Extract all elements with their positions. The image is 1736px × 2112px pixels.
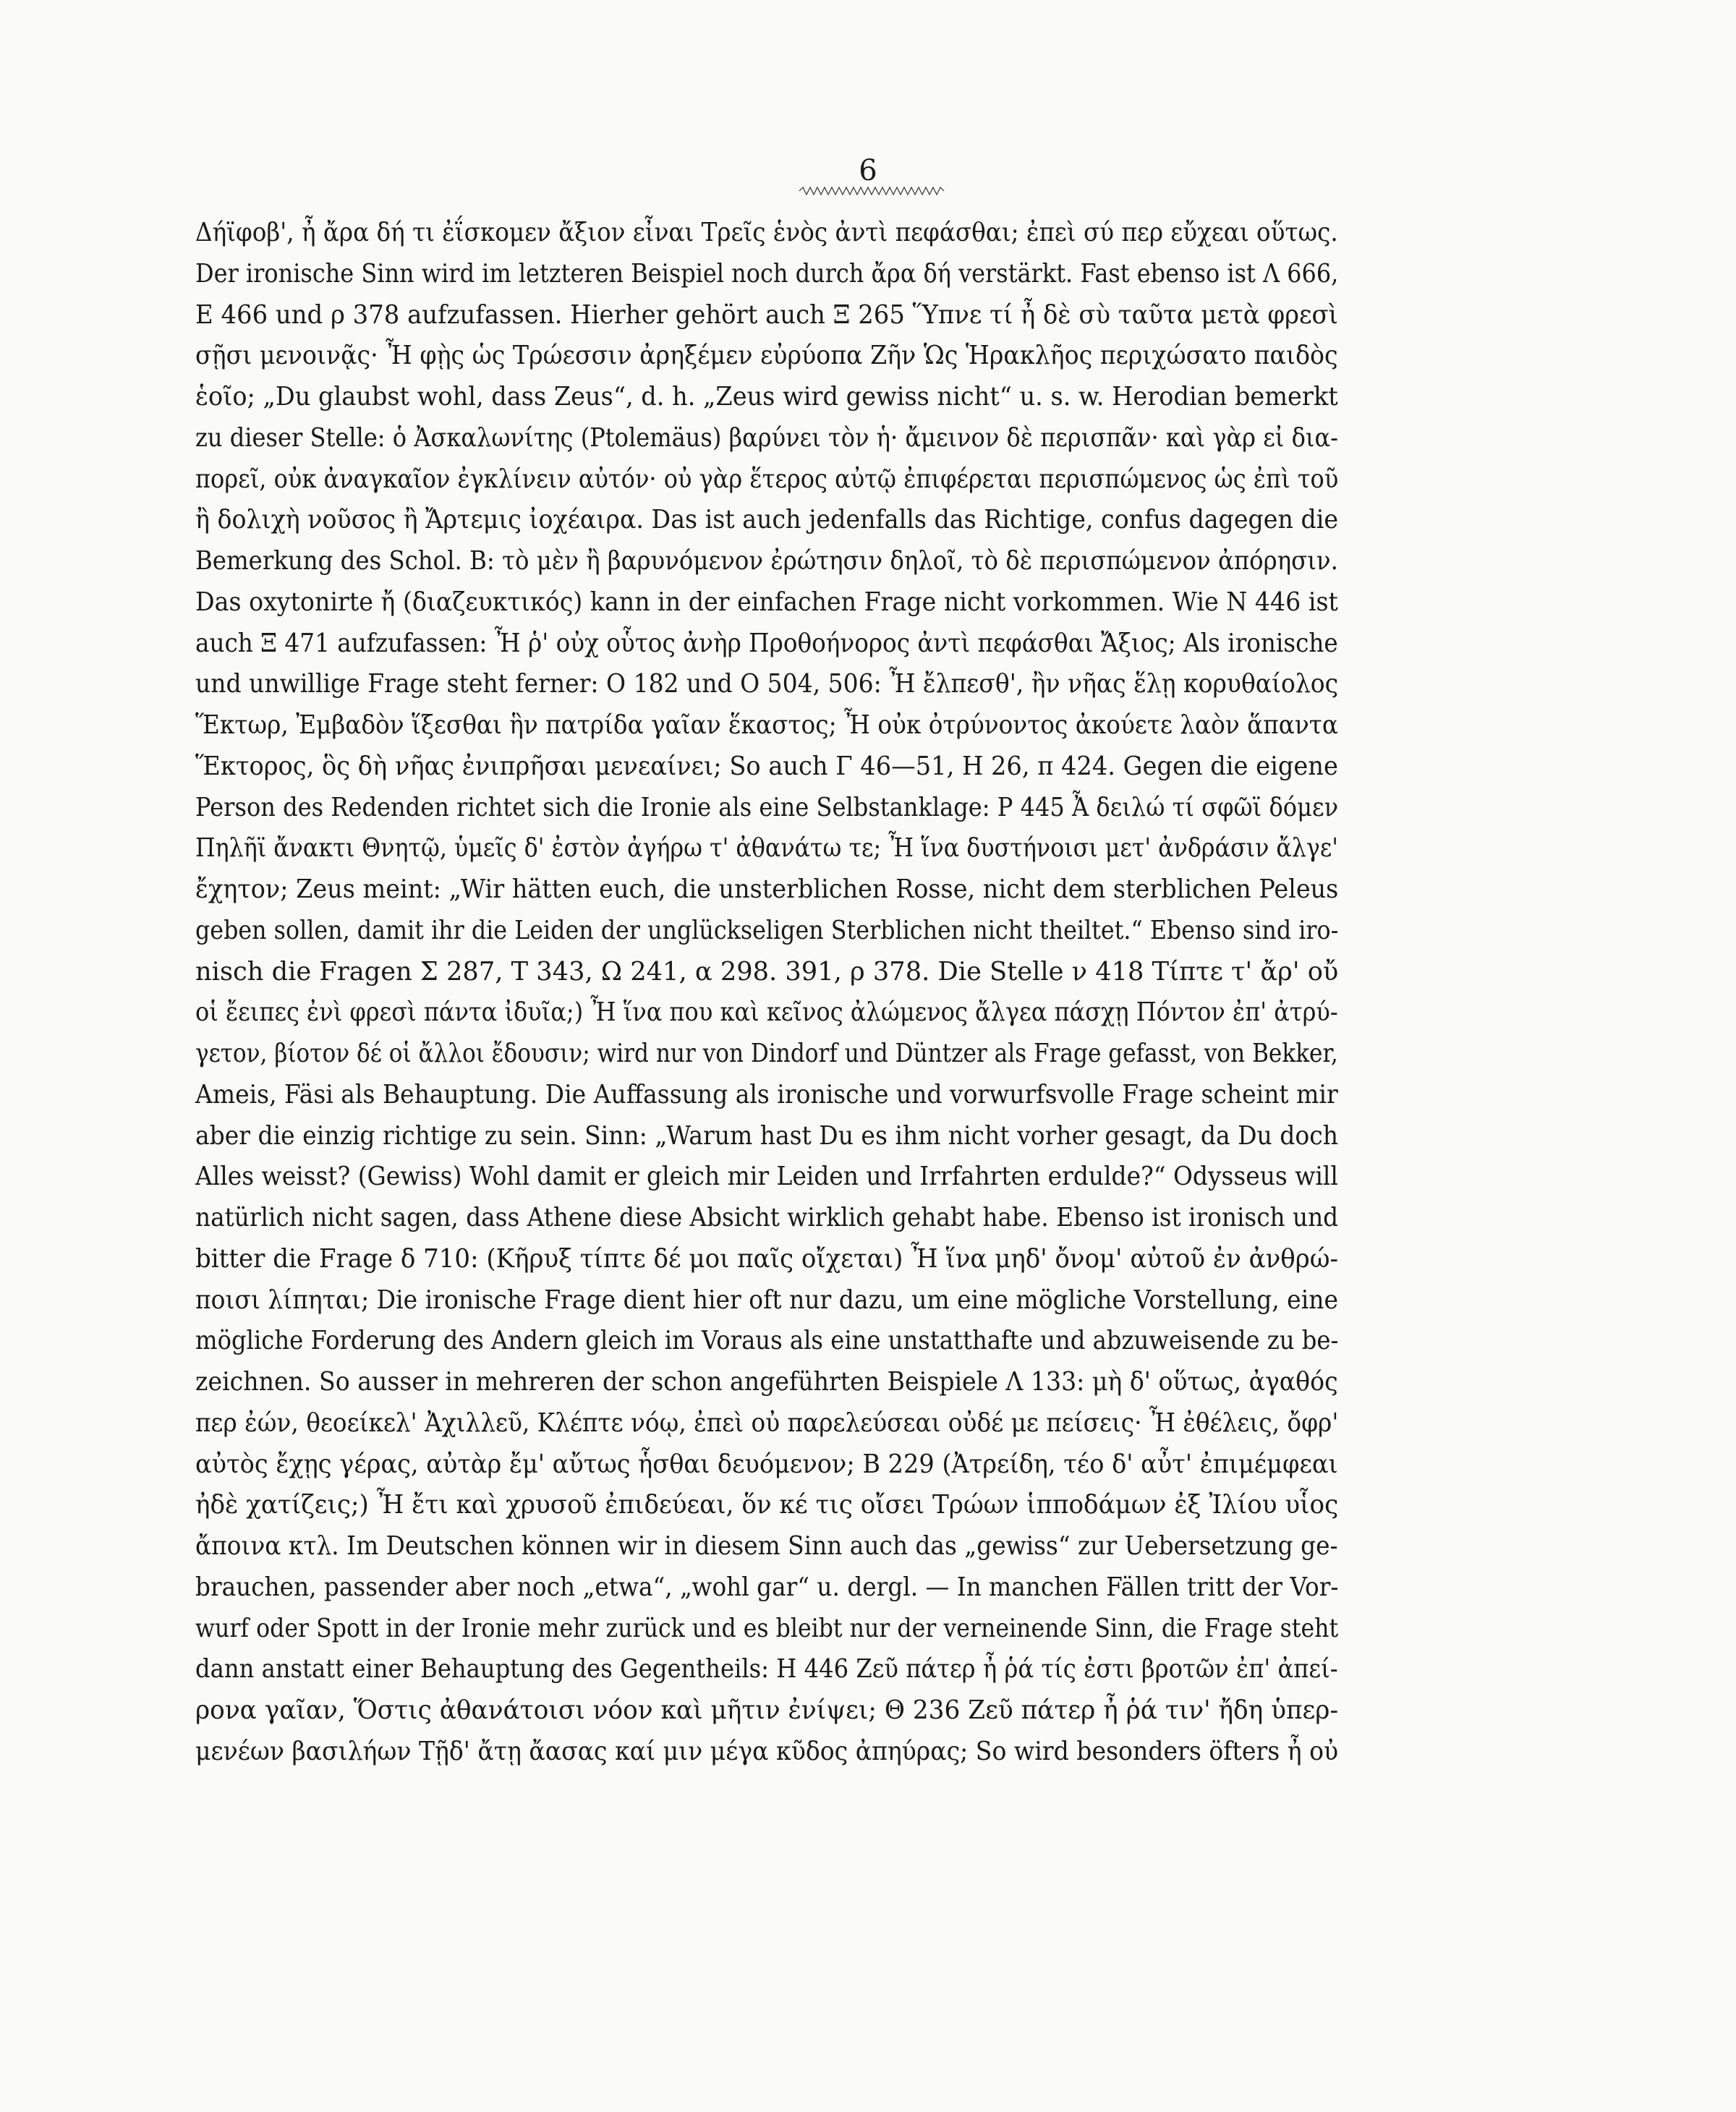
text-line: auch Ξ 471 aufzufassen: Ἦ ῥ' οὐχ οὗτος ἀνὴρ Προθοήνορος ἀντὶ πεφάσθαι Ἄξιος; Als ironische — [195, 628, 1338, 658]
text-line: geben sollen, damit ihr die Leiden der unglückseligen Sterblichen nicht theiltet.“ Ebenso sind iro- — [195, 915, 1339, 945]
text-line: natürlich nicht sagen, dass Athene diese Absicht wirklich gehabt habe. Ebenso ist ironisch und — [195, 1203, 1339, 1232]
text-line: Ἕκτωρ, Ἐμβαδὸν ἵξεσθαι ἣν πατρίδα γαῖαν ἕκαστος; Ἦ οὐκ ὀτρύνοντος ἀκούετε λαὸν ἅπαντα — [195, 710, 1338, 740]
text-line: zeichnen. So ausser in mehreren der schon angeführten Beispiele Λ 133: μὴ δ' οὕτως, ἀγαθός — [195, 1367, 1338, 1397]
text-line: Πηλῆϊ ἄνακτι Θνητῷ, ὑμεῖς δ' ἐστὸν ἀγήρω τ' ἀθανάτω τε; Ἦ ἵνα δυστήνοισι μετ' ἀνδράσιν ἄλγε' — [195, 833, 1339, 864]
text-line: Ἕκτορος, ὃς δὴ νῆας ἐνιπρῆσαι μενεαίνει; So auch Γ 46—51, H 26, π 424. Gegen die eigene — [195, 751, 1338, 781]
text-line: αὐτὸς ἔχῃς γέρας, αὐτὰρ ἔμ' αὔτως ἧσθαι δευόμενον; B 229 (Ἀτρείδη, τέο δ' αὖτ' ἐπιμέμφεαι — [195, 1449, 1338, 1479]
text-line: mögliche Forderung des Andern gleich im Voraus als eine unstatthafte und abzuweisende zu be- — [195, 1326, 1339, 1356]
text-line: Person des Redenden richtet sich die Ironie als eine Selbstanklage: P 445 Ἆ δειλώ τί σφῶϊ δόμεν — [195, 792, 1339, 822]
text-line: zu dieser Stelle: ὁ Ἀσκαλωνίτης (Ptolemäus) βαρύνει τὸν ἡ· ἄμεινον δὲ περισπᾶν· καὶ γὰρ εἰ δια- — [195, 422, 1338, 453]
text-line: ἑοῖο; „Du glaubst wohl, dass Zeus“, d. h. „Zeus wird gewiss nicht“ u. s. w. Herodian bemerkt — [195, 382, 1338, 412]
text-line: οἱ ἔειπες ἐνὶ φρεσὶ πάντα ἰδυῖα;) Ἦ ἵνα που καὶ κεῖνος ἀλώμενος ἄλγεα πάσχῃ Πόντον ἐπ' ἀτρύ- — [195, 997, 1338, 1028]
text-line: Ameis, Fäsi als Behauptung. Die Auffassung als ironische und vorwurfsvolle Frage scheint mir — [195, 1079, 1338, 1110]
text-line: μενέων βασιλήων Τῇδ' ἄτῃ ἄασας καί μιν μέγα κῦδος ἀπηύρας; So wird besonders öfters ἦ οὐ — [195, 1736, 1339, 1766]
text-line: Bemerkung des Schol. B: τὸ μὲν ἢ βαρυνόμενον ἐρώτησιν δηλοῖ, τὸ δὲ περισπώμενον ἀπόρησιν. — [195, 546, 1338, 576]
text-line: und unwillige Frage steht ferner: O 182 und O 504, 506: Ἦ ἔλπεσθ', ἢν νῆας ἕλῃ κορυθαίολος — [195, 669, 1339, 699]
page-number-underline-ornament — [799, 187, 944, 195]
text-line: Alles weisst? (Gewiss) Wohl damit er gleich mir Leiden und Irrfahrten erdulde?“ Odysseus will — [195, 1162, 1338, 1192]
text-line: E 466 und ρ 378 aufzufassen. Hierher gehört auch Ξ 265 Ὕπνε τί ἦ δὲ σὺ ταῦτα μετὰ φρεσὶ — [195, 299, 1338, 330]
text-line: πορεῖ, οὐκ ἀναγκαῖον ἐγκλίνειν αὐτόν· οὐ γὰρ ἕτερος αὐτῷ ἐπιφέρεται περισπώμενος ὡς ἐπὶ τοῦ — [195, 464, 1339, 494]
body-text — [195, 213, 1338, 1773]
text-line: ρονα γαῖαν, Ὅστις ἀθανάτοισι νόον καὶ μῆτιν ἐνίψει; Θ 236 Ζεῦ πάτερ ἦ ῥά τιν' ἤδη ὑπερ- — [195, 1695, 1339, 1725]
text-line: ἠδὲ χατίζεις;) Ἦ ἔτι καὶ χρυσοῦ ἐπιδεύεαι, ὅν κέ τις οἴσει Τρώων ἱπποδάμων ἐξ Ἰλίου υἷος — [195, 1490, 1339, 1520]
text-line: brauchen, passender aber noch „etwa“, „wohl gar“ u. dergl. — In manchen Fällen tritt der Vor- — [195, 1572, 1339, 1602]
text-line: aber die einzig richtige zu sein. Sinn: „Warum hast Du es ihm nicht vorher gesagt, da Du doch — [195, 1120, 1338, 1151]
text-line: nisch die Fragen Σ 287, T 343, Ω 241, α 298. 391, ρ 378. Die Stelle ν 418 Τίπτε τ' ἄρ' οὔ — [195, 956, 1339, 987]
text-line: ἄποινα κτλ. Im Deutschen können wir in diesem Sinn auch das „gewiss“ zur Uebersetzung ge- — [195, 1531, 1338, 1561]
text-line: περ ἐών, θεοείκελ' Ἀχιλλεῦ, Κλέπτε νόῳ, ἐπεὶ οὐ παρελεύσεαι οὐδέ με πείσεις· Ἦ ἐθέλεις, ὄφρ' — [195, 1408, 1339, 1438]
text-line: Der ironische Sinn wird im letzteren Beispiel noch durch ἄρα δή verstärkt. Fast ebenso ist Λ 666, — [195, 258, 1339, 289]
text-line: ποισι λίπηται; Die ironische Frage dient hier oft nur dazu, um eine mögliche Vorstellung, eine — [195, 1285, 1338, 1315]
text-line: Das oxytonirte ἤ (διαζευκτικός) kann in der einfachen Frage nicht vorkommen. Wie N 446 ist — [195, 587, 1338, 617]
text-line: bitter die Frage δ 710: (Κῆρυξ τίπτε δέ μοι παῖς οἴχεται) Ἦ ἵνα μηδ' ὄνομ' αὐτοῦ ἐν ἀνθρώ- — [195, 1243, 1339, 1274]
text-line: ἢ δολιχὴ νοῦσος ἢ Ἄρτεμις ἰοχέαιρα. Das ist auch jedenfalls das Richtige, confus dagegen die — [195, 505, 1339, 535]
text-line: γετον, βίοτον δέ οἱ ἄλλοι ἔδουσιν; wird nur von Dindorf und Düntzer als Frage gefasst, von Bekker, — [195, 1039, 1338, 1068]
text-line: ἔχητον; Zeus meint: „Wir hätten euch, die unsterblichen Rosse, nicht dem sterblichen Peleus — [195, 874, 1339, 904]
text-line: Δήϊφοβ', ἦ ἄρα δή τι ἐΐσκομεν ἄξιον εἶναι Τρεῖς ἑνὸς ἀντὶ πεφάσθαι; ἐπεὶ σύ περ εὔχεαι οὕτως. — [195, 218, 1338, 247]
text-line: wurf oder Spott in der Ironie mehr zurück und es bleibt nur der verneinende Sinn, die Frage steht — [195, 1613, 1339, 1643]
text-line: σῇσι μενοινᾷς· Ἦ φῂς ὡς Τρώεσσιν ἀρηξέμεν εὐρύοπα Ζῆν Ὡς Ἡρακλῆος περιχώσατο παιδὸς — [195, 341, 1338, 371]
text-line: dann anstatt einer Behauptung des Gegentheils: H 446 Ζεῦ πάτερ ἦ ῥά τίς ἐστι βροτῶν ἐπ' ἀπεί- — [195, 1654, 1338, 1685]
page-number: 6 — [859, 154, 877, 187]
